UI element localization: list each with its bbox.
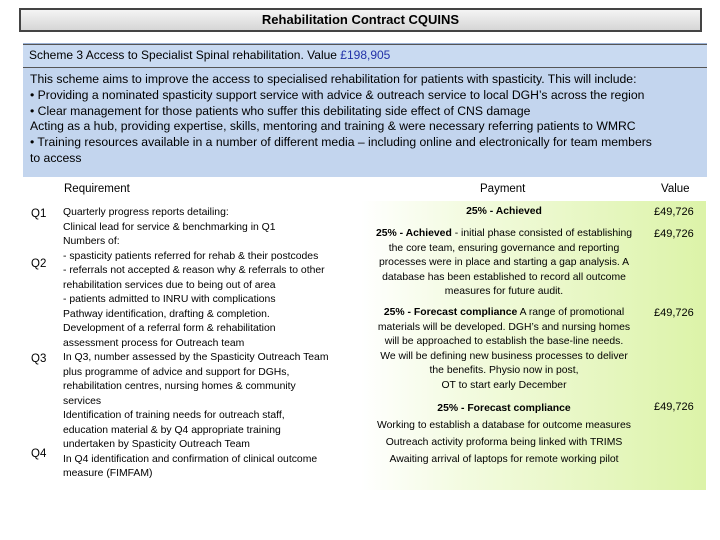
requirement-line: measure (FIMFAM) [63, 468, 153, 479]
scheme-panel [23, 43, 707, 177]
quarter-label: Q3 [31, 353, 47, 365]
payment-line: processes were in place and starting a gap analysis. A [378, 257, 630, 268]
requirement-line: In Q3, number assessed by the Spasticity Outreach Team [63, 352, 329, 363]
quarter-label: Q1 [31, 208, 47, 220]
payment-q1 [362, 205, 646, 220]
requirement-line: Clinical lead for service & benchmarking in Q1 [63, 221, 276, 233]
scheme-heading [23, 44, 707, 68]
payment-q4 [362, 400, 646, 468]
requirement-line: services [63, 395, 102, 407]
payment-line: Working to establish a database for outcome measures [377, 420, 631, 431]
requirement-line: - spasticity patients referred for rehab & their postcodes [63, 250, 319, 262]
payment-status: 25% - Achieved [466, 206, 542, 217]
payment-line: measures for future audit. [444, 286, 564, 297]
scheme-line: to access [30, 150, 82, 165]
payment-line: - initial phase consisted of establishing [451, 228, 633, 239]
scheme-line: • Clear management for those patients who suffer this debilitating side effect of CNS damage [30, 103, 531, 118]
quarter-label: Q2 [31, 258, 47, 270]
scheme-description [23, 68, 707, 167]
payment-status: 25% - Forecast compliance [437, 403, 571, 414]
payment-q2 [362, 227, 646, 300]
scheme-line: • Training resources available in a number of different media – including online and electronically for team members [30, 135, 652, 150]
payment-line: Awaiting arrival of laptops for remote working pilot [389, 454, 619, 465]
requirement-line: Quarterly progress reports detailing: [63, 207, 229, 218]
payment-status: 25% - Forecast compliance [383, 307, 518, 318]
requirement-line: assessment process for Outreach team [63, 337, 245, 349]
scheme-line: This scheme aims to improve the access to specialised rehabilitation for patients with spasticity. This will include: [30, 72, 637, 86]
requirement-line: - patients admitted to INRU with complications [63, 294, 276, 305]
requirement-line: Development of a referral form & rehabilitation [63, 323, 276, 334]
requirement-line: Numbers of: [63, 236, 120, 247]
value-q4: £49,726 [654, 401, 694, 413]
requirement-text [63, 206, 355, 482]
value-q3: £49,726 [654, 307, 694, 319]
scheme-line: Acting as a hub, providing expertise, skills, mentoring and training & were necessary referring patients to WMRC [30, 119, 636, 134]
requirement-line: - referrals not accepted & reason why & referrals to other [63, 265, 325, 276]
payment-line: We will be defining new business processes to deliver [380, 350, 628, 362]
payment-line: OT to start early December [441, 379, 567, 391]
quarter-label: Q4 [31, 448, 47, 460]
payment-line: the core team, ensuring governance and reporting [388, 242, 620, 254]
requirement-line: In Q4 identification and confirmation of clinical outcome [63, 453, 318, 465]
payment-line: Outreach activity proforma being linked with TRIMS [385, 437, 623, 448]
scheme-value: £198,905 [340, 48, 391, 62]
requirement-line: education material & by Q4 appropriate training [63, 424, 281, 436]
requirement-header: Requirement [64, 183, 130, 195]
payment-line: will be approached to establish the base-line needs. [384, 336, 624, 347]
payment-line: A range of promotional [517, 307, 625, 318]
requirement-line: rehabilitation centres, nursing homes & community [63, 381, 296, 392]
value-header: Value [661, 183, 690, 195]
requirement-line: rehabilitation services due to being out of area [63, 279, 276, 291]
payment-line: database has been established to record all outcome [382, 271, 626, 283]
scheme-line: • Providing a nominated spasticity support service with advice & outreach service to local DGH’s across the region [30, 87, 645, 102]
requirement-line: plus programme of advice and support for DGHs, [63, 366, 290, 378]
scheme-heading-text: Scheme 3 Access to Specialist Spinal rehabilitation. Value [29, 48, 341, 62]
value-q2: £49,726 [654, 228, 694, 240]
payment-status: 25% - Achieved [375, 228, 452, 239]
slide-title: Rehabilitation Contract CQUINS [19, 8, 702, 32]
requirement-line: Pathway identification, drafting & completion. [63, 308, 270, 320]
payment-header: Payment [480, 183, 526, 195]
value-q1: £49,726 [654, 206, 694, 218]
requirement-line: undertaken by Spasticity Outreach Team [63, 439, 250, 450]
requirement-line: Identification of training needs for outreach staff, [63, 410, 285, 421]
payment-line: materials will be developed. DGH’s and nursing homes [377, 321, 631, 333]
payment-line: the benefits. Physio now in post, [429, 365, 579, 376]
payment-q3 [362, 306, 646, 393]
